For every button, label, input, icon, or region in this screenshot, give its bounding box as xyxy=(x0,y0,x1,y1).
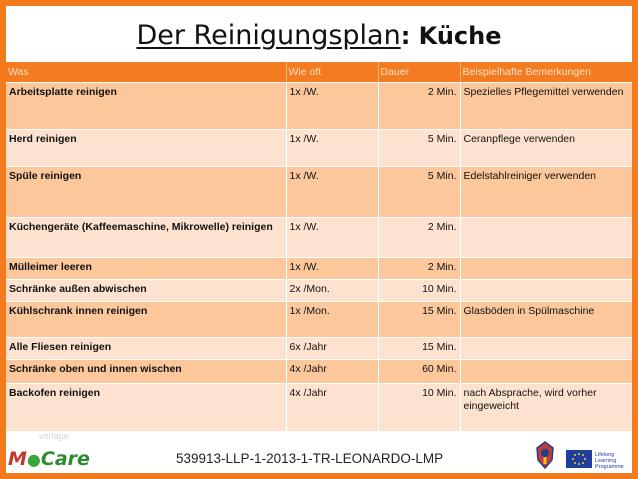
watermark-text: vorlage xyxy=(39,431,69,441)
frequency-cell: 1x /W. xyxy=(286,258,378,280)
table-row xyxy=(6,302,632,338)
llp-text-1: Lifelong xyxy=(595,452,615,458)
task-cell: Alle Fliesen reinigen xyxy=(6,338,286,360)
column-header-was: Was xyxy=(6,62,286,83)
table-header-row xyxy=(6,62,632,83)
column-header-bemerkungen: Beispielhafte Bemerkungen xyxy=(460,62,632,83)
logo-m: M xyxy=(8,448,27,470)
task-cell: Küchengeräte (Kaffeemaschine, Mikrowelle) reinigen xyxy=(6,218,286,258)
duration-cell: 60 Min. xyxy=(378,360,460,384)
frequency-cell: 1x /W. xyxy=(286,130,378,167)
table-row xyxy=(6,360,632,384)
table-row xyxy=(6,280,632,302)
note-cell: nach Absprache, wird vorher eingeweicht xyxy=(460,384,632,431)
duration-cell: 15 Min. xyxy=(378,302,460,338)
cleaning-plan-table xyxy=(6,62,632,431)
frequency-cell: 6x /Jahr xyxy=(286,338,378,360)
table-row xyxy=(6,384,632,431)
task-cell: Schränke oben und innen wischen xyxy=(6,360,286,384)
note-cell xyxy=(460,218,632,258)
title-main: Der Reinigungsplan xyxy=(136,20,401,51)
frequency-cell: 2x /Mon. xyxy=(286,280,378,302)
task-cell: Kühlschrank innen reinigen xyxy=(6,302,286,338)
duration-cell: 2 Min. xyxy=(378,218,460,258)
duration-cell: 2 Min. xyxy=(378,83,460,130)
frequency-cell: 1x /W. xyxy=(286,167,378,218)
task-cell: Spüle reinigen xyxy=(6,167,286,218)
note-cell xyxy=(460,280,632,302)
note-cell: Glasböden in Spülmaschine xyxy=(460,302,632,338)
duration-cell: 10 Min. xyxy=(378,280,460,302)
duration-cell: 5 Min. xyxy=(378,130,460,167)
table-row xyxy=(6,130,632,167)
task-cell: Arbeitsplatte reinigen xyxy=(6,83,286,130)
frequency-cell: 1x /W. xyxy=(286,218,378,258)
table-row xyxy=(6,83,632,130)
eu-flag-icon xyxy=(566,448,630,470)
note-cell: Ceranpflege verwenden xyxy=(460,130,632,167)
frequency-cell: 1x /W. xyxy=(286,83,378,130)
llp-text-3: Programme xyxy=(595,464,624,470)
task-cell: Mülleimer leeren xyxy=(6,258,286,280)
column-header-dauer: Dauer xyxy=(378,62,460,83)
llp-text-2: Learning xyxy=(595,458,617,464)
column-header-wie-oft: Wie oft xyxy=(286,62,378,83)
table-row xyxy=(6,258,632,280)
duration-cell: 5 Min. xyxy=(378,167,460,218)
footer xyxy=(6,431,632,473)
project-id: 539913-LLP-1-2013-1-TR-LEONARDO-LMP xyxy=(176,451,444,466)
duration-cell: 2 Min. xyxy=(378,258,460,280)
slide xyxy=(6,6,632,473)
task-cell: Herd reinigen xyxy=(6,130,286,167)
logo-leaf-icon: ● xyxy=(26,450,41,469)
table-row xyxy=(6,338,632,360)
frequency-cell: 4x /Jahr xyxy=(286,384,378,431)
note-cell: Spezielles Pflegemittel verwenden xyxy=(460,83,632,130)
title-suffix: : Küche xyxy=(400,22,502,50)
table-row xyxy=(6,167,632,218)
note-cell xyxy=(460,258,632,280)
note-cell: Edelstahlreiniger verwenden xyxy=(460,167,632,218)
mcare-logo xyxy=(8,448,90,470)
note-cell xyxy=(460,338,632,360)
duration-cell: 15 Min. xyxy=(378,338,460,360)
frequency-cell: 4x /Jahr xyxy=(286,360,378,384)
duration-cell: 10 Min. xyxy=(378,384,460,431)
logo-care: Care xyxy=(40,448,90,470)
crest-emblem-icon xyxy=(534,440,556,470)
table-row xyxy=(6,218,632,258)
note-cell xyxy=(460,360,632,384)
frequency-cell: 1x /Mon. xyxy=(286,302,378,338)
task-cell: Schränke außen abwischen xyxy=(6,280,286,302)
task-cell: Backofen reinigen xyxy=(6,384,286,431)
page-title xyxy=(6,20,632,51)
